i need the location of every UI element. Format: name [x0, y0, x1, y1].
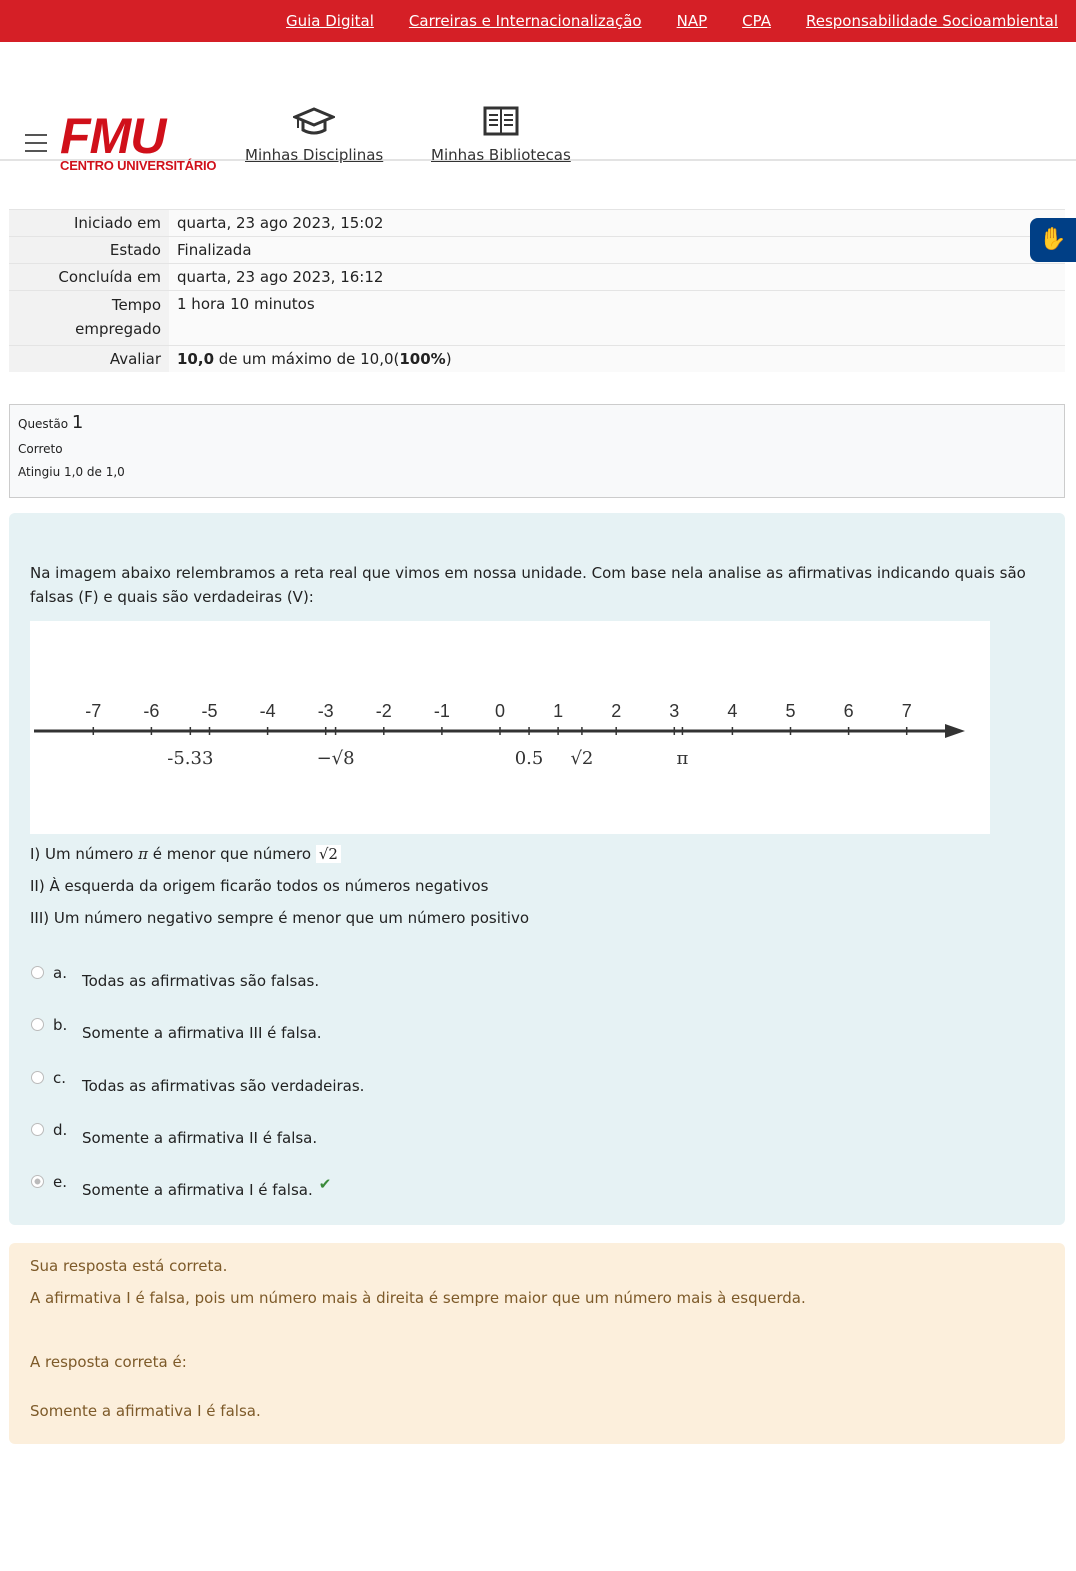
question-label: Questão	[18, 417, 69, 431]
book-icon	[483, 106, 519, 136]
label: Iniciado em	[9, 210, 169, 237]
tick-label: -5	[201, 701, 218, 721]
question-status: Correto	[18, 442, 63, 456]
value: 1 hora 10 minutos	[169, 291, 1065, 346]
point-label: −√8	[316, 748, 355, 769]
option-b[interactable]: b. Somente a afirmativa III é falsa.	[31, 1016, 322, 1042]
tick-label: 2	[611, 701, 622, 721]
tick-label: -6	[143, 701, 160, 721]
nav-minhas-bibliotecas[interactable]: Minhas Bibliotecas	[431, 106, 571, 164]
point-label: -5.33	[167, 748, 214, 769]
feedback-correct: Sua resposta está correta.	[30, 1257, 228, 1275]
option-d[interactable]: d. Somente a afirmativa II é falsa.	[31, 1121, 317, 1147]
value: quarta, 23 ago 2023, 15:02	[169, 210, 1065, 237]
tick-label: 4	[727, 701, 738, 721]
tick-label: 6	[843, 701, 854, 721]
statement-1: I) Um número π é menor que número √2	[30, 842, 1044, 866]
point-label: π	[676, 748, 689, 769]
number-line-image	[30, 621, 990, 834]
tick-label: -1	[433, 701, 450, 721]
menu-icon[interactable]	[25, 134, 47, 158]
label: Concluída em	[9, 264, 169, 291]
radio[interactable]	[31, 1123, 44, 1136]
question-text: Na imagem abaixo relembramos a reta real que vimos em nossa unidade. Com base nela analise as afirmativas indicando quais são falsas (F) e quais são verdadeiras (V):	[30, 564, 1026, 606]
feedback-explanation: A afirmativa I é falsa, pois um número mais à direita é sempre maior que um número mais à esquerda.	[30, 1289, 806, 1307]
tick-label: -3	[317, 701, 334, 721]
link-carreiras[interactable]: Carreiras e Internacionalização	[408, 12, 642, 30]
option-c[interactable]: c. Todas as afirmativas são verdadeiras.	[31, 1069, 364, 1095]
grade-value: 10,0 de um máximo de 10,0(100%)	[169, 346, 1065, 373]
arrow-head	[945, 724, 965, 738]
link-nap[interactable]: NAP	[676, 12, 708, 30]
value: quarta, 23 ago 2023, 16:12	[169, 264, 1065, 291]
option-a[interactable]: a. Todas as afirmativas são falsas.	[31, 964, 319, 990]
label: Avaliar	[9, 346, 169, 373]
link-responsabilidade[interactable]: Responsabilidade Socioambiental	[805, 12, 1058, 30]
number-line	[30, 621, 990, 834]
question-score: Atingiu 1,0 de 1,0	[18, 465, 125, 479]
tick-label: 1	[553, 701, 564, 721]
point-label: 0.5	[514, 748, 544, 769]
radio[interactable]	[31, 966, 44, 979]
vlibras-accessibility-button[interactable]: ✋	[1030, 218, 1076, 262]
tick-label: 7	[901, 701, 912, 721]
correct-answer-label: A resposta correta é:	[30, 1353, 187, 1371]
tick-label: 0	[494, 701, 506, 721]
link-guia-digital[interactable]: Guia Digital	[286, 12, 374, 30]
header	[0, 42, 1076, 173]
point-label: √2	[570, 748, 594, 769]
attempt-summary	[9, 209, 1065, 372]
question-content	[9, 513, 1065, 1225]
question-number: 1	[71, 412, 84, 433]
statement-2: II) À esquerda da origem ficarão todos os números negativos	[30, 877, 489, 895]
radio-selected[interactable]	[31, 1175, 44, 1188]
tick-label: -7	[85, 701, 102, 721]
tick-label: 3	[669, 701, 680, 721]
tick-label: -2	[375, 701, 392, 721]
top-links-bar	[0, 0, 1076, 42]
value: Finalizada	[169, 237, 1065, 264]
feedback-box	[9, 1243, 1065, 1444]
correct-answer: Somente a afirmativa I é falsa.	[30, 1402, 261, 1420]
label: Tempo empregado	[9, 291, 169, 346]
statement-3: III) Um número negativo sempre é menor que um número positivo	[30, 909, 530, 927]
radio[interactable]	[31, 1071, 44, 1084]
link-cpa[interactable]: CPA	[742, 12, 771, 30]
nav-minhas-disciplinas[interactable]: Minhas Disciplinas	[245, 106, 383, 164]
check-icon: ✔	[318, 1175, 332, 1193]
tick-label: -4	[259, 701, 276, 721]
graduation-cap-icon	[293, 106, 335, 136]
radio[interactable]	[31, 1018, 44, 1031]
option-e[interactable]: e. Somente a afirmativa I é falsa. ✔	[31, 1173, 331, 1199]
label: Estado	[9, 237, 169, 264]
question-info	[9, 404, 1065, 498]
fmu-logo[interactable]: FMU CENTRO UNIVERSITÁRIO	[60, 108, 217, 173]
tick-label: 5	[785, 701, 796, 721]
